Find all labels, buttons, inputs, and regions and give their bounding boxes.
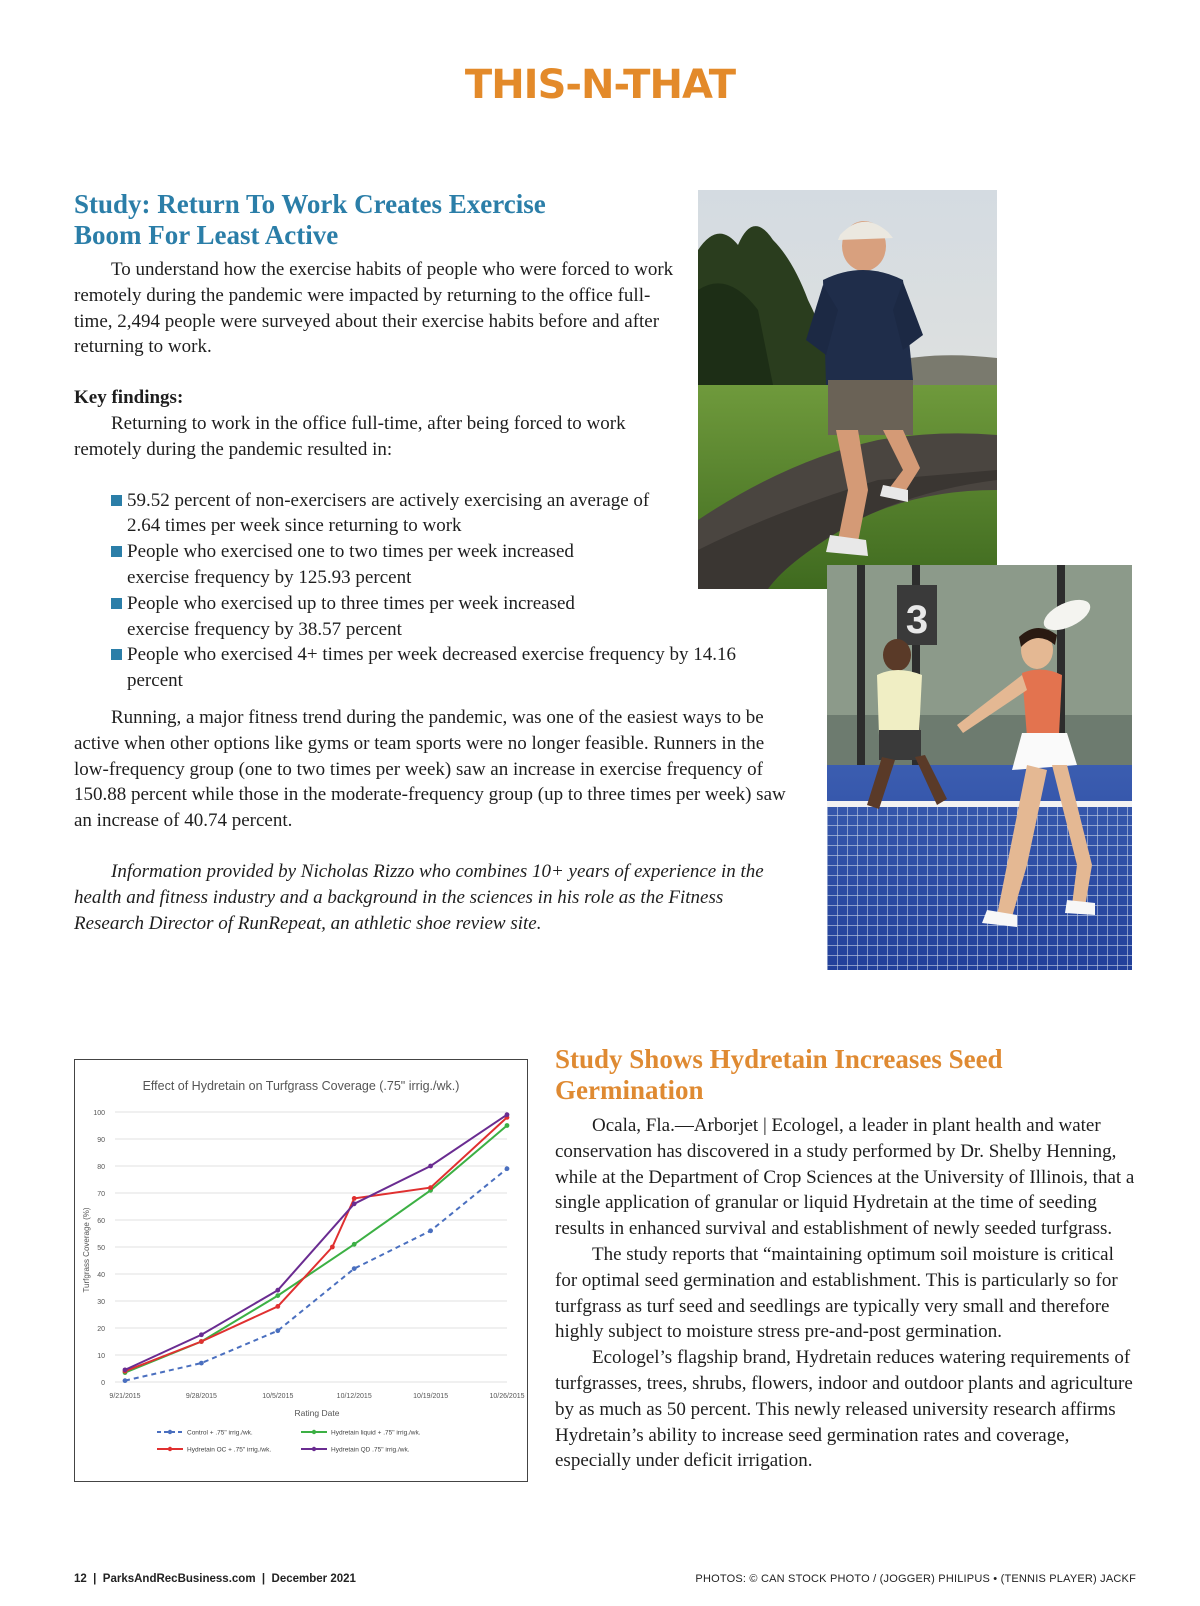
- article1-body-bottom: [74, 705, 790, 936]
- finding-item: 59.52 percent of non-exercisers are actively exercising an average of 2.64 times per week since returning to work: [74, 488, 674, 540]
- tennis-photo: [827, 565, 1132, 970]
- chart-grid: [115, 1112, 507, 1382]
- series-line: [125, 1115, 507, 1370]
- bullet-square-icon: [111, 546, 122, 557]
- data-point: [428, 1185, 433, 1190]
- court-number: 3: [905, 598, 929, 642]
- legend-label: Control + .75" irrig./wk.: [187, 1429, 253, 1437]
- legend-marker: [168, 1430, 172, 1434]
- x-tick-label: 10/26/2015: [489, 1393, 525, 1400]
- x-axis-label: Rating Date: [294, 1408, 340, 1418]
- chart-series: [123, 1112, 510, 1383]
- bullet-square-icon: [111, 495, 122, 506]
- y-tick-label: 40: [97, 1272, 105, 1279]
- article1-intro: To understand how the exercise habits of people who were forced to work remotely during the pandemic were impacted by returning to the office full-time, 2,494 people were surveyed about their exercise habits before and after returning to work.: [74, 259, 674, 358]
- data-point: [505, 1112, 510, 1117]
- data-point: [352, 1201, 357, 1206]
- y-tick-label: 70: [97, 1191, 105, 1198]
- bullet-square-icon: [111, 649, 122, 660]
- data-point: [505, 1123, 510, 1128]
- article2-para3: Ecologel’s flagship brand, Hydretain reduces watering requirements of turfgrasses, trees, shrubs, flowers, indoor and outdoor plants and agriculture by as much as 50 percent. This newly released university research affirms Hydretain’s ability to increase seed germination rates and coverage, especially under deficit irrigation.: [555, 1347, 1133, 1472]
- findings-intro: Returning to work in the office full-time, after being forced to work remotely during the pandemic resulted in:: [74, 412, 626, 460]
- x-tick-label: 10/12/2015: [336, 1393, 372, 1400]
- y-tick-label: 80: [97, 1164, 105, 1171]
- x-axis-ticks: [109, 1393, 524, 1400]
- key-findings-label: Key findings:: [74, 387, 184, 409]
- data-point: [123, 1367, 128, 1372]
- data-point: [352, 1266, 357, 1271]
- data-point: [505, 1166, 510, 1171]
- y-axis-ticks: [93, 1110, 105, 1387]
- article2-body: [555, 1113, 1135, 1474]
- footer-page-info: 12 | ParksAndRecBusiness.com | December 2021: [74, 1573, 356, 1585]
- series-line: [125, 1117, 507, 1371]
- article1-headline: Study: Return To Work Creates Exercise Boom For Least Active: [74, 189, 546, 250]
- jogger-illustration: [698, 190, 997, 589]
- data-point: [199, 1339, 204, 1344]
- legend-marker: [312, 1447, 316, 1451]
- legend-marker: [168, 1447, 172, 1451]
- article1-body-top: [74, 257, 736, 694]
- legend-label: Hydretain OC + .75" irrig./wk.: [187, 1446, 272, 1454]
- chart-title: Effect of Hydretain on Turfgrass Coverage (.75" irrig./wk.): [142, 1079, 460, 1093]
- x-tick-label: 9/28/2015: [185, 1393, 217, 1400]
- data-point: [428, 1164, 433, 1169]
- series-line: [125, 1126, 507, 1373]
- tennis-illustration: [827, 565, 1132, 970]
- x-tick-label: 10/5/2015: [262, 1393, 294, 1400]
- y-axis-label: Turfgrass Coverage (%): [82, 1207, 91, 1293]
- data-point: [275, 1328, 280, 1333]
- findings-list: [74, 488, 736, 694]
- footer-photo-credits: PHOTOS: © CAN STOCK PHOTO / (JOGGER) PHILIPUS • (TENNIS PLAYER) JACKF: [695, 1573, 1136, 1585]
- data-point: [352, 1242, 357, 1247]
- data-point: [123, 1378, 128, 1383]
- data-point: [352, 1196, 357, 1201]
- article2-para1: Ocala, Fla.—Arborjet | Ecologel, a leader in plant health and water conservation has discovered in a study performed by Dr. Shelby Henning, while at the Department of Crop Sciences at the University of Illinois, that a single application of granular or liquid Hydretain at the time of seeding results in enhanced survival and establishment of newly seeded turfgrass.: [555, 1115, 1135, 1240]
- y-tick-label: 10: [97, 1353, 105, 1360]
- data-point: [428, 1228, 433, 1233]
- finding-item: People who exercised up to three times per week increased exercise frequency by 38.57 percent: [74, 591, 617, 643]
- data-point: [199, 1332, 204, 1337]
- chart-legend: [157, 1430, 421, 1454]
- chart-canvas: [75, 1060, 527, 1481]
- y-tick-label: 30: [97, 1299, 105, 1306]
- running-paragraph: Running, a major fitness trend during the pandemic, was one of the easiest ways to be active when other options like gyms or team sports were no longer feasible. Runners in the low-frequency group (one to two times per week) saw an increase in exercise frequency of 150.88 percent while those in the moderate-frequency group (up to three times per week) saw an increase of 40.74 percent.: [74, 707, 786, 832]
- legend-label: Hydretain liquid + .75" irrig./wk.: [331, 1429, 421, 1437]
- jogger-photo: [698, 190, 997, 589]
- data-point: [275, 1288, 280, 1293]
- y-tick-label: 60: [97, 1218, 105, 1225]
- section-title: THIS-N-THAT: [464, 62, 736, 108]
- y-tick-label: 20: [97, 1326, 105, 1333]
- legend-label: Hydretain QD .75" irrig./wk.: [331, 1446, 410, 1454]
- data-point: [330, 1245, 335, 1250]
- x-tick-label: 9/21/2015: [109, 1393, 141, 1400]
- y-tick-label: 100: [93, 1110, 105, 1117]
- article2-headline: Study Shows Hydretain Increases Seed Germination: [555, 1044, 1003, 1105]
- data-point: [275, 1304, 280, 1309]
- finding-item: People who exercised one to two times per week increased exercise frequency by 125.93 percent: [74, 539, 617, 591]
- article1-credit: Information provided by Nicholas Rizzo who combines 10+ years of experience in the health and fitness industry and a background in the sciences in his role as the Fitness Research Director of RunRepeat, an athletic shoe review site.: [74, 860, 764, 934]
- y-tick-label: 90: [97, 1137, 105, 1144]
- y-tick-label: 0: [101, 1380, 105, 1387]
- data-point: [275, 1293, 280, 1298]
- data-point: [199, 1361, 204, 1366]
- bullet-square-icon: [111, 598, 122, 609]
- turfgrass-chart: [74, 1059, 528, 1482]
- article2-para2: The study reports that “maintaining optimum soil moisture is critical for optimal seed germination and establishment. This is particularly so for turfgrass as turf seed and seedlings are typically very small and therefore highly subject to moisture stress pre-and-post germination.: [555, 1243, 1118, 1343]
- x-tick-label: 10/19/2015: [413, 1393, 449, 1400]
- finding-item: People who exercised 4+ times per week decreased exercise frequency by 14.16 percent: [74, 642, 777, 694]
- legend-marker: [312, 1430, 316, 1434]
- y-tick-label: 50: [97, 1245, 105, 1252]
